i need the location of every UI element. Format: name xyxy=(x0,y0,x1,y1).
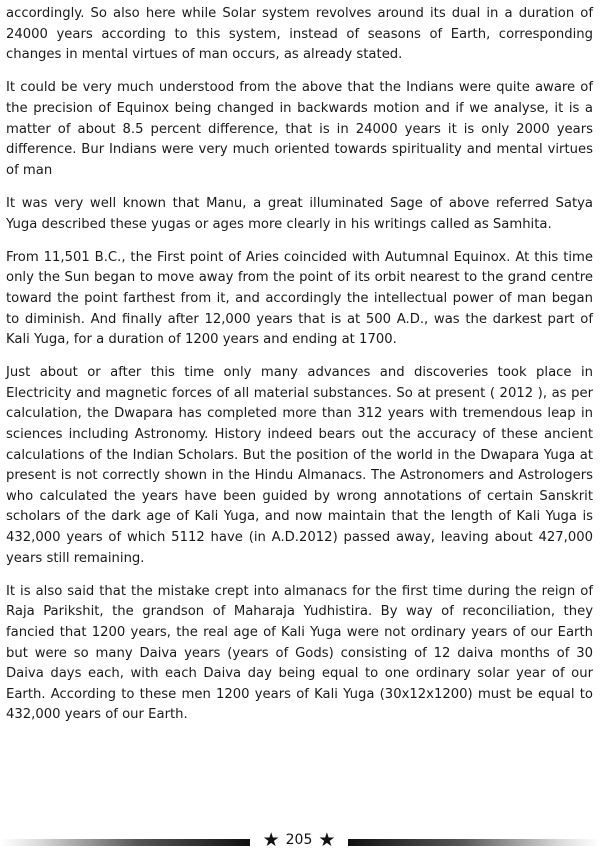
paragraph: It could be very much understood from the above that the Indians were quite aware of the precision of Equinox being changed in backwards motion and if we analyse, it is a matter of about 8.5 percent difference, that is in 24000 years it is only 2000 years difference. Bur Indians were very much oriented towards spirituality and mental virtues of man xyxy=(6,80,593,178)
page-number: 205 xyxy=(285,832,313,848)
star-icon: ★ xyxy=(318,829,336,851)
paragraph: From 11,501 B.C., the First point of Aries coincided with Autumnal Equinox. At this time only the Sun began to move away from the point of its orbit nearest to the grand centre toward the point farthest from it, and accordingly the intellectual power of man began to diminish. And finally after 12,000 years that is at 500 A.D., was the darkest part of Kali Yuga, for a duration of 1200 years and ending at 1700. xyxy=(6,249,593,348)
page-footer xyxy=(0,828,600,852)
paragraph: It was very well known that Manu, a great illuminated Sage of above referred Satya Yuga described these yugas or ages more clearly in his writings called as Samhita. xyxy=(6,195,593,232)
paragraph: It is also said that the mistake crept into almanacs for the first time during the reign of Raja Parikshit, the grandson of Maharaja Yudhistira. By way of reconciliation, they fancied that 1200 years, the real age of Kali Yuga were not ordinary years of our Earth but were so many Daiva years (years of Gods) consisting of 12 daiva months of 30 Daiva days each, with each Daiva day being equal to one ordinary solar year of our Earth. According to these men 1200 years of Kali Yuga (30x12x1200) must be equal to 432,000 years of our Earth. xyxy=(6,583,593,723)
paragraph: Just about or after this time only many advances and discoveries took place in Electricity and magnetic forces of all material substances. So at present ( 2012 ), as per calculation, the Dwapara has completed more than 312 years with tremendous leap in sciences including Astronomy. History indeed bears out the accuracy of these ancient calculations of the Indian Scholars. But the position of the world in the Dwapara Yuga at present is not correctly shown in the Hindu Almanacs. The Astronomers and Astrologers who calculated the years have been guided by wrong annotations of certain Sanskrit scholars of the dark age of Kali Yuga, and now maintain that the length of Kali Yuga is 432,000 years of which 5112 have (in A.D.2012) passed away, leaving about 427,000 years still remaining. xyxy=(6,365,593,566)
footer-page-marker xyxy=(250,828,348,852)
footer-rule-right xyxy=(348,839,600,846)
star-icon: ★ xyxy=(262,829,280,851)
footer-rule-left xyxy=(0,839,250,846)
paragraph: accordingly. So also here while Solar system revolves around its dual in a duration of 24000 years according to this system, instead of seasons of Earth, corresponding changes in mental virtues of man occurs, as already stated. xyxy=(6,6,593,63)
page-body xyxy=(6,4,593,739)
